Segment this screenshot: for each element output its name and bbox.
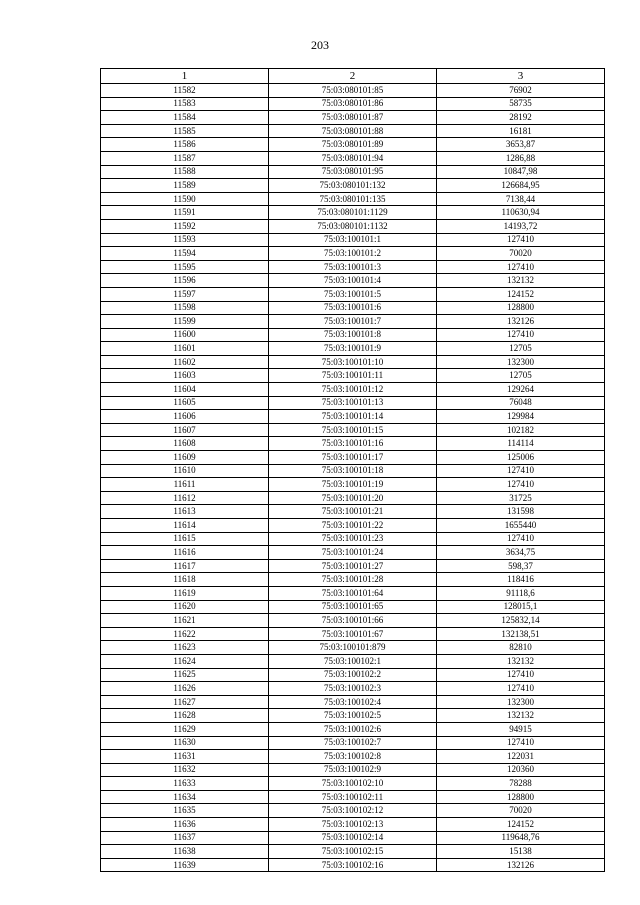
table-row <box>101 709 605 723</box>
row-number-cell: 11607 <box>101 423 269 437</box>
value-cell: 15138 <box>437 845 605 859</box>
value-cell: 128800 <box>437 790 605 804</box>
table-row <box>101 260 605 274</box>
table-row <box>101 287 605 301</box>
cadastral-number-cell: 75:03:100102:6 <box>269 722 437 736</box>
table-row <box>101 138 605 152</box>
row-number-cell: 11599 <box>101 315 269 329</box>
value-cell: 132132 <box>437 709 605 723</box>
table-row <box>101 532 605 546</box>
table-row <box>101 151 605 165</box>
cadastral-number-cell: 75:03:100101:16 <box>269 437 437 451</box>
value-cell: 76902 <box>437 84 605 98</box>
cadastral-number-cell: 75:03:100102:2 <box>269 668 437 682</box>
row-number-cell: 11618 <box>101 573 269 587</box>
value-cell: 132132 <box>437 654 605 668</box>
cadastral-number-cell: 75:03:100102:10 <box>269 777 437 791</box>
row-number-cell: 11608 <box>101 437 269 451</box>
table-row <box>101 383 605 397</box>
cadastral-number-cell: 75:03:100102:13 <box>269 818 437 832</box>
table-row <box>101 328 605 342</box>
cadastral-number-cell: 75:03:100101:18 <box>269 464 437 478</box>
row-number-cell: 11623 <box>101 641 269 655</box>
row-number-cell: 11636 <box>101 818 269 832</box>
table-row <box>101 219 605 233</box>
value-cell: 12705 <box>437 342 605 356</box>
value-cell: 102182 <box>437 423 605 437</box>
value-cell: 132138,51 <box>437 627 605 641</box>
table-row <box>101 355 605 369</box>
table-row <box>101 192 605 206</box>
row-number-cell: 11633 <box>101 777 269 791</box>
cadastral-number-cell: 75:03:100102:3 <box>269 682 437 696</box>
row-number-cell: 11628 <box>101 709 269 723</box>
value-cell: 132126 <box>437 315 605 329</box>
table-row <box>101 505 605 519</box>
cadastral-number-cell: 75:03:100101:17 <box>269 451 437 465</box>
table-header-row <box>101 69 605 84</box>
cadastral-number-cell: 75:03:100101:14 <box>269 410 437 424</box>
value-cell: 110630,94 <box>437 206 605 220</box>
cadastral-number-cell: 75:03:080101:95 <box>269 165 437 179</box>
cadastral-number-cell: 75:03:100101:5 <box>269 287 437 301</box>
row-number-cell: 11619 <box>101 586 269 600</box>
value-cell: 132300 <box>437 695 605 709</box>
table-row <box>101 315 605 329</box>
value-cell: 127410 <box>437 478 605 492</box>
value-cell: 127410 <box>437 532 605 546</box>
table-row <box>101 97 605 111</box>
cadastral-number-cell: 75:03:100101:15 <box>269 423 437 437</box>
row-number-cell: 11587 <box>101 151 269 165</box>
table-row <box>101 247 605 261</box>
value-cell: 1286,88 <box>437 151 605 165</box>
cadastral-number-cell: 75:03:100102:4 <box>269 695 437 709</box>
table-row <box>101 845 605 859</box>
value-cell: 58735 <box>437 97 605 111</box>
cadastral-number-cell: 75:03:100101:879 <box>269 641 437 655</box>
row-number-cell: 11635 <box>101 804 269 818</box>
row-number-cell: 11627 <box>101 695 269 709</box>
table-row <box>101 586 605 600</box>
table-row <box>101 736 605 750</box>
cadastral-number-cell: 75:03:100101:7 <box>269 315 437 329</box>
value-cell: 119648,76 <box>437 831 605 845</box>
cadastral-number-cell: 75:03:100101:23 <box>269 532 437 546</box>
table-row <box>101 233 605 247</box>
row-number-cell: 11595 <box>101 260 269 274</box>
cadastral-number-cell: 75:03:100102:8 <box>269 750 437 764</box>
table-row <box>101 478 605 492</box>
row-number-cell: 11611 <box>101 478 269 492</box>
row-number-cell: 11629 <box>101 722 269 736</box>
value-cell: 14193,72 <box>437 219 605 233</box>
cadastral-number-cell: 75:03:080101:89 <box>269 138 437 152</box>
cadastral-number-cell: 75:03:100101:22 <box>269 519 437 533</box>
row-number-cell: 11597 <box>101 287 269 301</box>
table-row <box>101 546 605 560</box>
cadastral-number-cell: 75:03:100101:28 <box>269 573 437 587</box>
cadastral-number-cell: 75:03:100102:16 <box>269 858 437 872</box>
value-cell: 132132 <box>437 274 605 288</box>
cadastral-number-cell: 75:03:100102:9 <box>269 763 437 777</box>
value-cell: 3634,75 <box>437 546 605 560</box>
row-number-cell: 11603 <box>101 369 269 383</box>
value-cell: 125006 <box>437 451 605 465</box>
row-number-cell: 11626 <box>101 682 269 696</box>
value-cell: 124152 <box>437 818 605 832</box>
table-row <box>101 519 605 533</box>
table-row <box>101 573 605 587</box>
row-number-cell: 11589 <box>101 179 269 193</box>
value-cell: 126684,95 <box>437 179 605 193</box>
table-row <box>101 369 605 383</box>
table-row <box>101 111 605 125</box>
table-row <box>101 750 605 764</box>
table-row <box>101 695 605 709</box>
table-row <box>101 301 605 315</box>
row-number-cell: 11601 <box>101 342 269 356</box>
column-header-3: 3 <box>437 69 605 84</box>
cadastral-number-cell: 75:03:100101:19 <box>269 478 437 492</box>
cadastral-number-cell: 75:03:080101:132 <box>269 179 437 193</box>
row-number-cell: 11610 <box>101 464 269 478</box>
row-number-cell: 11631 <box>101 750 269 764</box>
page-number: 203 <box>311 38 329 52</box>
row-number-cell: 11639 <box>101 858 269 872</box>
table-row <box>101 410 605 424</box>
row-number-cell: 11624 <box>101 654 269 668</box>
cadastral-number-cell: 75:03:100101:1 <box>269 233 437 247</box>
table-body <box>101 84 605 872</box>
value-cell: 78288 <box>437 777 605 791</box>
cadastral-number-cell: 75:03:100102:15 <box>269 845 437 859</box>
row-number-cell: 11584 <box>101 111 269 125</box>
value-cell: 128800 <box>437 301 605 315</box>
row-number-cell: 11634 <box>101 790 269 804</box>
cadastral-number-cell: 75:03:100101:6 <box>269 301 437 315</box>
cadastral-number-cell: 75:03:100101:67 <box>269 627 437 641</box>
table-row <box>101 682 605 696</box>
row-number-cell: 11606 <box>101 410 269 424</box>
row-number-cell: 11616 <box>101 546 269 560</box>
value-cell: 129984 <box>437 410 605 424</box>
cadastral-number-cell: 75:03:100101:3 <box>269 260 437 274</box>
value-cell: 127410 <box>437 682 605 696</box>
value-cell: 94915 <box>437 722 605 736</box>
column-header-1: 1 <box>101 69 269 84</box>
value-cell: 16181 <box>437 124 605 138</box>
cadastral-number-cell: 75:03:100101:64 <box>269 586 437 600</box>
cadastral-number-cell: 75:03:080101:88 <box>269 124 437 138</box>
column-header-2: 2 <box>269 69 437 84</box>
value-cell: 70020 <box>437 804 605 818</box>
table-row <box>101 858 605 872</box>
table-row <box>101 654 605 668</box>
cadastral-number-cell: 75:03:080101:1132 <box>269 219 437 233</box>
row-number-cell: 11605 <box>101 396 269 410</box>
value-cell: 28192 <box>437 111 605 125</box>
row-number-cell: 11604 <box>101 383 269 397</box>
table-row <box>101 491 605 505</box>
table-header <box>101 69 605 84</box>
cadastral-number-cell: 75:03:100101:8 <box>269 328 437 342</box>
table-row <box>101 124 605 138</box>
value-cell: 132126 <box>437 858 605 872</box>
value-cell: 7138,44 <box>437 192 605 206</box>
value-cell: 598,37 <box>437 559 605 573</box>
cadastral-number-cell: 75:03:100101:2 <box>269 247 437 261</box>
row-number-cell: 11598 <box>101 301 269 315</box>
cadastral-number-cell: 75:03:080101:135 <box>269 192 437 206</box>
value-cell: 127410 <box>437 736 605 750</box>
value-cell: 127410 <box>437 464 605 478</box>
value-cell: 128015,1 <box>437 600 605 614</box>
table-row <box>101 206 605 220</box>
cadastral-number-cell: 75:03:100102:1 <box>269 654 437 668</box>
row-number-cell: 11632 <box>101 763 269 777</box>
row-number-cell: 11638 <box>101 845 269 859</box>
value-cell: 10847,98 <box>437 165 605 179</box>
table-row <box>101 559 605 573</box>
row-number-cell: 11582 <box>101 84 269 98</box>
row-number-cell: 11585 <box>101 124 269 138</box>
cadastral-number-cell: 75:03:100102:11 <box>269 790 437 804</box>
table-row <box>101 668 605 682</box>
value-cell: 132300 <box>437 355 605 369</box>
row-number-cell: 11617 <box>101 559 269 573</box>
value-cell: 91118,6 <box>437 586 605 600</box>
value-cell: 127410 <box>437 260 605 274</box>
row-number-cell: 11591 <box>101 206 269 220</box>
row-number-cell: 11613 <box>101 505 269 519</box>
row-number-cell: 11625 <box>101 668 269 682</box>
row-number-cell: 11615 <box>101 532 269 546</box>
table-row <box>101 818 605 832</box>
value-cell: 127410 <box>437 668 605 682</box>
table-row <box>101 84 605 98</box>
row-number-cell: 11622 <box>101 627 269 641</box>
row-number-cell: 11600 <box>101 328 269 342</box>
table-row <box>101 451 605 465</box>
row-number-cell: 11612 <box>101 491 269 505</box>
row-number-cell: 11590 <box>101 192 269 206</box>
cadastral-number-cell: 75:03:080101:87 <box>269 111 437 125</box>
row-number-cell: 11621 <box>101 614 269 628</box>
value-cell: 82810 <box>437 641 605 655</box>
table-row <box>101 179 605 193</box>
cadastral-number-cell: 75:03:100101:20 <box>269 491 437 505</box>
value-cell: 118416 <box>437 573 605 587</box>
cadastral-number-cell: 75:03:100101:27 <box>269 559 437 573</box>
value-cell: 31725 <box>437 491 605 505</box>
cadastral-number-cell: 75:03:100102:5 <box>269 709 437 723</box>
cadastral-number-cell: 75:03:100101:10 <box>269 355 437 369</box>
table-row <box>101 722 605 736</box>
cadastral-number-cell: 75:03:100101:66 <box>269 614 437 628</box>
table-row <box>101 831 605 845</box>
cadastral-number-cell: 75:03:100101:11 <box>269 369 437 383</box>
row-number-cell: 11593 <box>101 233 269 247</box>
row-number-cell: 11609 <box>101 451 269 465</box>
table-row <box>101 777 605 791</box>
value-cell: 125832,14 <box>437 614 605 628</box>
cadastral-number-cell: 75:03:080101:85 <box>269 84 437 98</box>
cadastral-number-cell: 75:03:100102:14 <box>269 831 437 845</box>
row-number-cell: 11594 <box>101 247 269 261</box>
value-cell: 114114 <box>437 437 605 451</box>
row-number-cell: 11602 <box>101 355 269 369</box>
value-cell: 127410 <box>437 328 605 342</box>
cadastral-number-cell: 75:03:100102:12 <box>269 804 437 818</box>
table-row <box>101 627 605 641</box>
row-number-cell: 11592 <box>101 219 269 233</box>
value-cell: 70020 <box>437 247 605 261</box>
table-row <box>101 641 605 655</box>
value-cell: 12705 <box>437 369 605 383</box>
cadastral-number-cell: 75:03:080101:86 <box>269 97 437 111</box>
value-cell: 131598 <box>437 505 605 519</box>
table-row <box>101 423 605 437</box>
cadastral-number-cell: 75:03:080101:94 <box>269 151 437 165</box>
table-row <box>101 790 605 804</box>
row-number-cell: 11637 <box>101 831 269 845</box>
cadastral-table <box>100 68 605 872</box>
cadastral-number-cell: 75:03:100101:9 <box>269 342 437 356</box>
table-row <box>101 165 605 179</box>
row-number-cell: 11583 <box>101 97 269 111</box>
value-cell: 120360 <box>437 763 605 777</box>
cadastral-number-cell: 75:03:100101:21 <box>269 505 437 519</box>
value-cell: 1655440 <box>437 519 605 533</box>
table-row <box>101 464 605 478</box>
cadastral-number-cell: 75:03:100101:13 <box>269 396 437 410</box>
table-row <box>101 804 605 818</box>
cadastral-number-cell: 75:03:100101:65 <box>269 600 437 614</box>
row-number-cell: 11588 <box>101 165 269 179</box>
cadastral-number-cell: 75:03:100101:4 <box>269 274 437 288</box>
table-row <box>101 342 605 356</box>
value-cell: 129264 <box>437 383 605 397</box>
value-cell: 127410 <box>437 233 605 247</box>
table-row <box>101 274 605 288</box>
row-number-cell: 11586 <box>101 138 269 152</box>
table-row <box>101 437 605 451</box>
cadastral-number-cell: 75:03:080101:1129 <box>269 206 437 220</box>
row-number-cell: 11620 <box>101 600 269 614</box>
table-row <box>101 614 605 628</box>
table-row <box>101 763 605 777</box>
cadastral-number-cell: 75:03:100101:12 <box>269 383 437 397</box>
row-number-cell: 11614 <box>101 519 269 533</box>
row-number-cell: 11596 <box>101 274 269 288</box>
value-cell: 3653,87 <box>437 138 605 152</box>
table-row <box>101 396 605 410</box>
row-number-cell: 11630 <box>101 736 269 750</box>
value-cell: 76048 <box>437 396 605 410</box>
table-row <box>101 600 605 614</box>
value-cell: 122031 <box>437 750 605 764</box>
cadastral-number-cell: 75:03:100102:7 <box>269 736 437 750</box>
cadastral-number-cell: 75:03:100101:24 <box>269 546 437 560</box>
value-cell: 124152 <box>437 287 605 301</box>
